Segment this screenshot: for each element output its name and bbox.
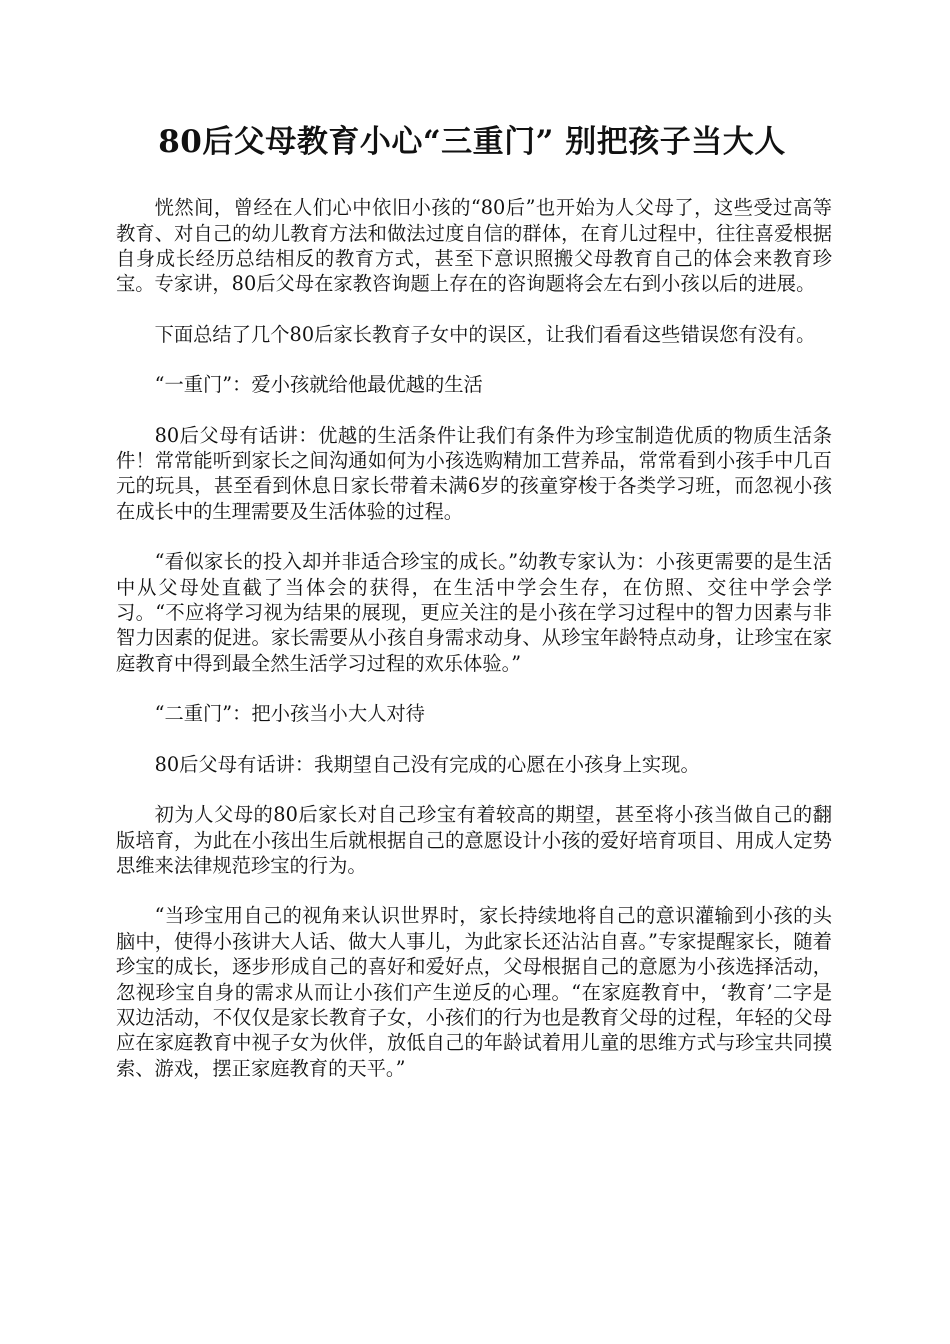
document-page	[116, 124, 832, 1106]
paragraph-intro: 恍然间，曾经在人们心中依旧小孩的“80后”也开始为人父母了，这些受过高等教育、对自己的幼儿教育方法和做法过度自信的群体，在育儿过程中，往往喜爱根据自身成长经历总结相反的教育方式，甚至下意识照搬父母教育自己的体会来教育珍宝。专家讲，80后父母在家教咨询题上存在的咨询题将会左右到小孩以后的进展。	[116, 196, 832, 296]
paragraph-expert-view-1: “看似家长的投入却并非适合珍宝的成长。”幼教专家认为：小孩更需要的是生活中从父母处直截了当体会的获得，在生活中学会生存，在仿照、交往中学会学习。“不应将学习视为结果的展现，更应关注的是小孩在学习过程中的智力因素与非智力因素的促进。家长需要从小孩自身需求动身、从珍宝年龄特点动身，让珍宝在家庭教育中得到最全然生活学习过程的欢乐体验。”	[116, 550, 832, 675]
section-heading-first-gate: “一重门”：爱小孩就给他最优越的生活	[154, 373, 483, 397]
paragraph-expert-view-2: “当珍宝用自己的视角来认识世界时，家长持续地将自己的意识灌输到小孩的头脑中，使得小孩讲大人话、做大人事儿，为此家长还沾沾自喜。”专家提醒家长，随着珍宝的成长，逐步形成自己的喜好和爱好点，父母根据自己的意愿为小孩选择活动，忽视珍宝自身的需求从而让小孩们产生逆反的心理。“在家庭教育中，‘教育’二字是双边活动，不仅仅是家长教育子女，小孩们的行为也是教育父母的过程，年轻的父母应在家庭教育中视子女为伙伴，放低自己的年龄试着用儿童的思维方式与珍宝共同摸索、游戏，摆正家庭教育的天平。”	[116, 904, 832, 1080]
document-title: 80后父母教育小心“三重门” 别把孩子当大人	[158, 124, 786, 160]
paragraph-parents-say-2: 80后父母有话讲：我期望自己没有完成的心愿在小孩身上实现。	[154, 752, 700, 776]
paragraph-expectations: 初为人父母的80后家长对自己珍宝有着较高的期望，甚至将小孩当做自己的翻版培育，为此在小孩出生后就根据自己的意愿设计小孩的爱好培育项目、用成人定势思维来法律规范珍宝的行为。	[116, 803, 832, 877]
paragraph-summary: 下面总结了几个80后家长教育子女中的误区，让我们看看这些错误您有没有。	[154, 322, 816, 346]
section-heading-second-gate: “二重门”：把小孩当小大人对待	[154, 702, 425, 726]
paragraph-parents-say-1: 80后父母有话讲：优越的生活条件让我们有条件为珍宝制造优质的物质生活条件！常常能听到家长之间沟通如何为小孩选购精加工营养品，常常看到小孩手中几百元的玩具，甚至看到休息日家长带着未满6岁的孩童穿梭于各类学习班，而忽视小孩在成长中的生理需要及生活体验的过程。	[116, 423, 832, 523]
